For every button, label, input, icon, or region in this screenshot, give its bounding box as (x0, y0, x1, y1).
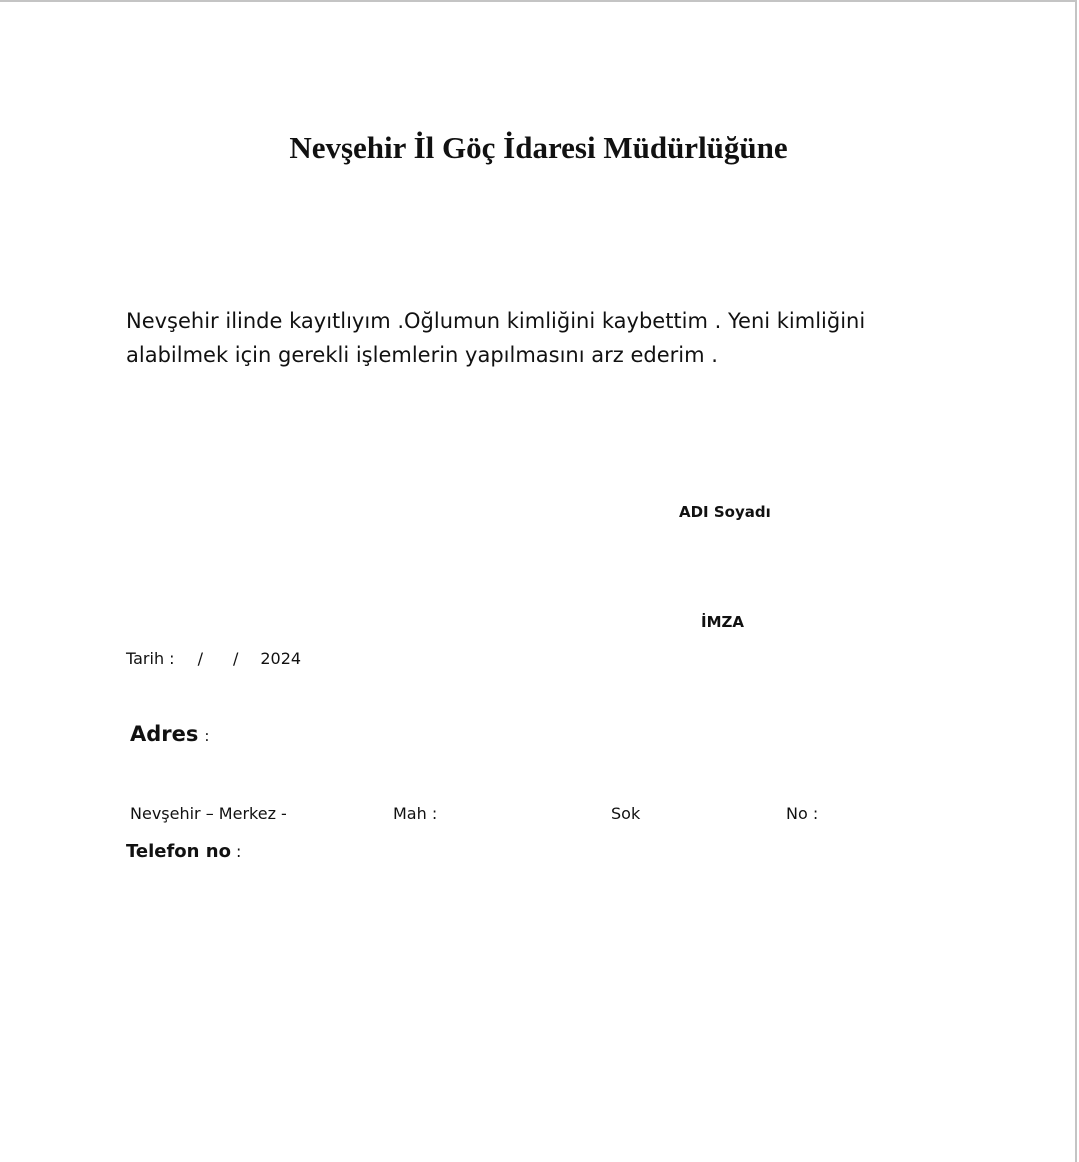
address-number: No : (786, 804, 819, 823)
address-colon: : (204, 727, 210, 745)
address-district: Nevşehir – Merkez - (130, 804, 287, 823)
phone-label: Telefon no (126, 841, 231, 862)
address-heading (130, 722, 209, 746)
body-line-2: alabilmek için gerekli işlemlerin yapılmasını arz ederim . (126, 343, 718, 367)
document-title: Nevşehir İl Göç İdaresi Müdürlüğüne (289, 130, 788, 165)
phone-row (126, 841, 241, 862)
date-separator-2: / (232, 649, 239, 668)
date-label: Tarih : (126, 649, 175, 668)
signature-label: İMZA (701, 613, 744, 631)
date-separator-1: / (197, 649, 203, 668)
date-row (126, 649, 301, 668)
name-surname-label: ADI Soyadı (679, 503, 771, 521)
petition-body (126, 304, 886, 372)
body-line-1: Nevşehir ilinde kayıtlıyım .Oğlumun kimliğini kaybettim . Yeni kimliğini (126, 309, 866, 333)
date-year: 2024 (260, 649, 302, 668)
address-label: Adres (130, 722, 199, 746)
address-neighborhood: Mah : (393, 804, 438, 823)
address-street: Sok (611, 804, 641, 823)
phone-colon: : (235, 842, 242, 861)
